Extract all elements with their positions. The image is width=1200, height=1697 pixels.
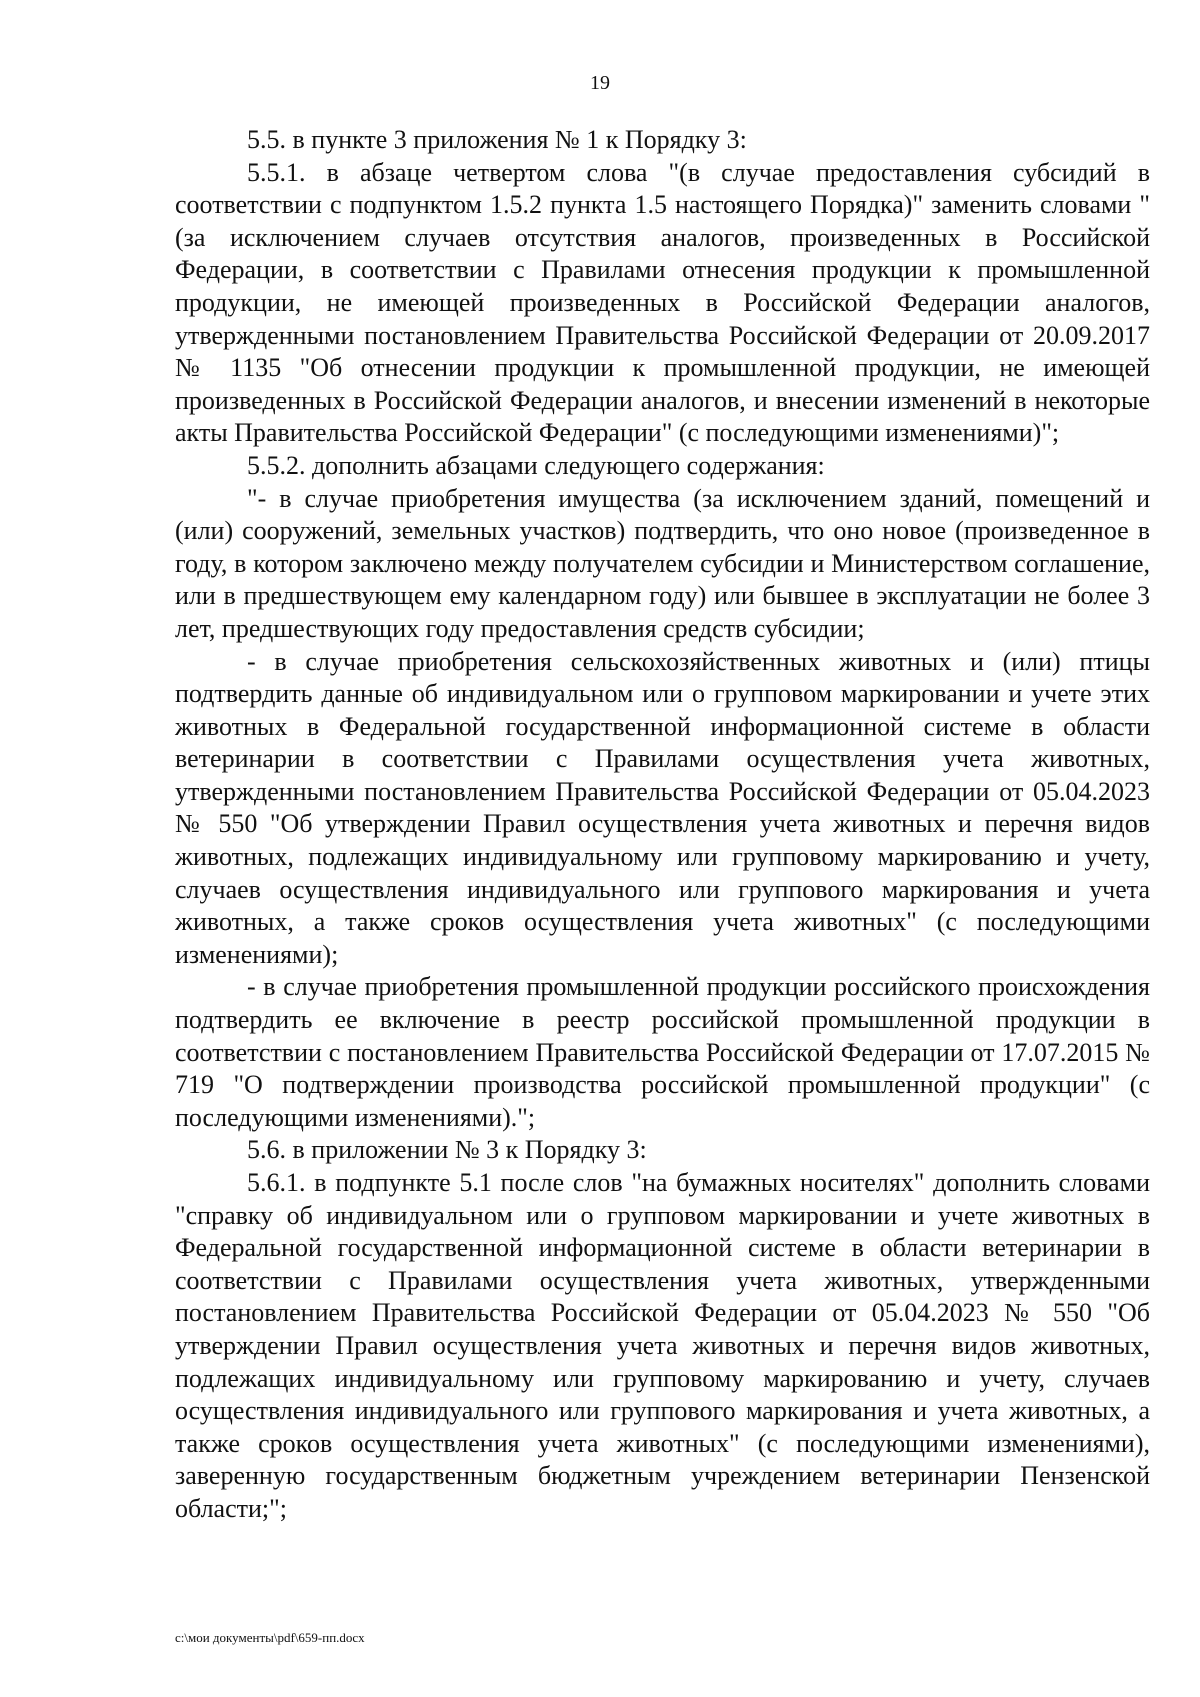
paragraph-5-5-1: 5.5.1. в абзаце четвертом слова "(в случае предоставления субсидий в соответствии с подпунктом 1.5.2 пункта 1.5 настоящего Порядка)" заменить словами "(за исключением случаев отсутствия аналогов, произведенных в Российской Федерации, в соответствии с Правилами отнесения продукции к промышленной продукции, не имеющей произведенных в Российской Федерации аналогов, утвержденными постановлением Правительства Российской Федерации от 20.09.2017 № 1135 "Об отнесении продукции к промышленной продукции, не имеющей произведенных в Российской Федерации аналогов, и внесении изменений в некоторые акты Правительства Российской Федерации" (с последующими изменениями)"; (175, 157, 1150, 448)
paragraph-5-6-1: 5.6.1. в подпункте 5.1 после слов "на бумажных носителях" дополнить словами "справку об индивидуальном или о групповом маркировании и учете животных в Федеральной государственной информационной системе в области ветеринарии в соответствии с Правилами осуществления учета животных, утвержденными постановлением Правительства Российской Федерации от 05.04.2023 № 550 "Об утверждении Правил осуществления учета животных и перечня видов животных, подлежащих индивидуальному или групповому маркированию и учету, случаев осуществления индивидуального или группового маркирования и учета животных, а также сроков осуществления учета животных" (с последующими изменениями), заверенную государственным бюджетным учреждением ветеринарии Пензенской области;"; (175, 1168, 1150, 1523)
page-number: 19 (590, 72, 610, 94)
paragraph-industrial-products: - в случае приобретения промышленной продукции российского происхождения подтвердить ее включение в реестр российской промышленной продукции в соответствии с постановлением Правительства Российской Федерации от 17.07.2015 № 719 "О подтверждении производства российской промышленной продукции" (с последующими изменениями)."; (175, 972, 1150, 1132)
paragraph-property-purchase: "- в случае приобретения имущества (за исключением зданий, помещений и (или) сооружений, земельных участков) подтвердить, что оно новое (произведенное в году, в котором заключено между получателем субсидии и Министерством соглашение, или в предшествующем ему календарном году) или бывшее в эксплуатации не более 3 лет, предшествующих году предоставления средств субсидии; (175, 483, 1150, 643)
paragraph-5-5-2: 5.5.2. дополнить абзацами следующего содержания: (247, 450, 825, 480)
footer-file-path: c:\мои документы\pdf\659-пп.docx (175, 1630, 365, 1645)
paragraph-5-5: 5.5. в пункте 3 приложения № 1 к Порядку 3: (247, 125, 747, 154)
paragraph-livestock-purchase: - в случае приобретения сельскохозяйственных животных и (или) птицы подтвердить данные об индивидуальном или о групповом маркировании и учете этих животных в Федеральной государственной информационной системе в области ветеринарии в соответствии с Правилами осуществления учета животных, утвержденными постановлением Правительства Российской Федерации от 05.04.2023 № 550 "Об утверждении Правил осуществления учета животных и перечня видов животных, подлежащих индивидуальному или групповому маркированию и учету, случаев осуществления индивидуального или группового маркирования и учета животных, а также сроков осуществления учета животных" (с последующими изменениями); (175, 646, 1150, 969)
document-body (175, 124, 1150, 1526)
paragraph-5-6: 5.6. в приложении № 3 к Порядку 3: (247, 1135, 647, 1165)
